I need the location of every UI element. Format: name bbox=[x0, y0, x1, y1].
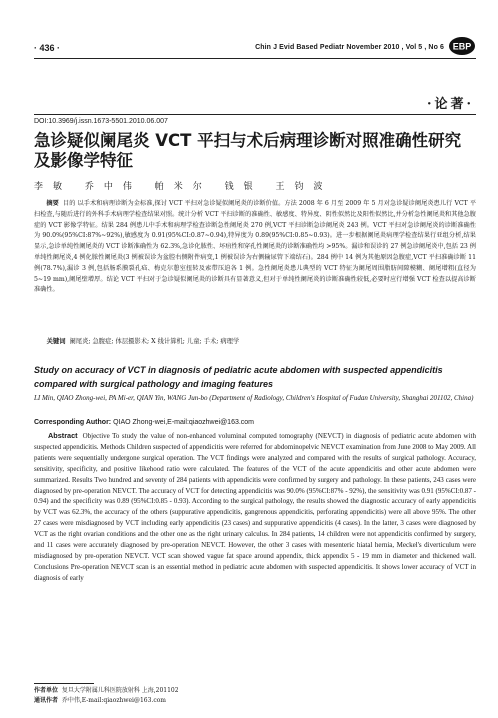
keywords-label: 关键词 bbox=[46, 338, 66, 345]
footnote-rule bbox=[34, 683, 94, 684]
running-header bbox=[34, 43, 476, 57]
doi: DOI:10.3969/j.issn.1673-5501.2010.06.007 bbox=[34, 118, 168, 125]
corresponding-body: QIAO Zhong-wei,E-mail:qiaozhwei@163.com bbox=[113, 419, 255, 426]
author-label: 通讯作者 bbox=[34, 697, 59, 704]
chinese-authors: 李敏 乔中伟 帕米尔 钱银 王钧波 bbox=[34, 182, 333, 192]
footnote-unit bbox=[34, 686, 179, 695]
svg-text:EBP: EBP bbox=[452, 41, 472, 52]
chinese-title: 急诊疑似阑尾炎 VCT 平扫与术后病理诊断对照准确性研究及影像学特征 bbox=[34, 131, 462, 170]
section-label: ·论著· bbox=[426, 97, 474, 112]
english-title: Study on accuracy of VCT in diagnosis of pediatric acute abdomen with suspected appendicitis compared with surgical pathology and imaging features bbox=[34, 365, 443, 389]
english-abstract bbox=[34, 431, 476, 584]
unit-text: 复旦大学附属儿科医院放射科 上海,201102 bbox=[61, 687, 179, 694]
english-abstract-label: Abstract bbox=[48, 431, 78, 440]
chinese-abstract bbox=[34, 199, 476, 296]
page-number: · 436 · bbox=[34, 43, 61, 53]
author-text: 乔中伟,E-mail:qiaozhwei@163.com bbox=[61, 697, 166, 704]
chinese-keywords bbox=[34, 337, 476, 347]
english-authors: LI Min, QIAO Zhong-wei, PA Mi-er, QIAN Yin, WANG Jun-bo (Department of Radiology, Children's Hospital of Fudan University, Shanghai 201102, China) bbox=[34, 394, 474, 402]
section-rule bbox=[34, 114, 476, 115]
abstract-label: 摘要 bbox=[46, 200, 59, 207]
english-abstract-body: Objective To study the value of non-enhanced voluminal computed tomography (NEVCT) in diagnosis of pediatric acute abdomen with suspected appendicitis. Methods Children suspected of appendicitis were referred for abdominopelvic NEVCT examination from June 2008 to May 2009. All patients were sequentially undergone surgical operation. The VCT findings were analyzed and compared with the results of surgical pathology. Accuracy, sensitivity, specificity, and positive likehood ratio were calculated. The features of the VCT of the acute appendicitis and other acute abdomen were summarized. Results Two hundred and seventy of 284 patients with appendicitis were confirmed by surgery and pathology. In these patients, 243 cases were diagnosed by pre-operation NEVCT. The accuracy of VCT for detecting appendicitis was 90.0% (95%CI:87% - 92%), the sensitivity was 0.91 (95%CI:0.87 - 0.94) and the specificity was 0.89 (95%CI:0.85 - 0.93). According to the surgical pathology, the results showed the diagnostic accuracy of early appendicitis by VCT was 62.3%, the accuracy of the others (suppurative appendicitis, gangrenous appendicitis, perforating appendicitis) were all above 95%. The other 27 cases were misdiagnosed by VCT including early appendicitis (23 cases) and suppurative appendicitis (4 cases). In the latter, 3 cases were diagnosed by VCT as the right ovarian conditions and the other one as the right urinary calculus. In 284 patients, 14 children were not appendicitis confirmed by surgery, and 11 cases were accurately diagnosed by pre-operation NEVCT. However, the other 3 cases with mesenteric hiatal hernia, Meckel's diverticulum were misdiagnosed by pre-operation NEVCT. VCT scan showed vague fat space around appendix, thick appendix 5 - 19 mm in diameter and thickened wall. Conclusions Pre-operation NEVCT scan is an essential method in pediatric acute abdomen with suspected appendicitis. It shows lower accuracy of VCT in diagnosis of early bbox=[34, 432, 476, 582]
keywords-body: 阑尾炎; 急腹症; 体层摄影术; X 线计算机; 儿童; 手术; 病理学 bbox=[69, 338, 240, 345]
ebp-journal-logo-icon bbox=[448, 36, 476, 56]
abstract-body: 目的 以手术和病理诊断为金标准,探讨 VCT 平扫对急诊疑似阑尾炎的诊断价值。方法 2008 年 6 月至 2009 年 5 月对急诊疑诊阑尾炎患儿行 VCT 平扫检查,与随后进行的外科手术病理学检查结果对照。统计分析 VCT 平扫诊断的准确性、敏感度、特异度、阴性似然比及阳性似然比,并分析急性阑尾炎和其他急腹症的 VCT 影像学特征。结果 284 例患儿中手术和病理学检查诊断急性阑尾炎 270 例,VCT 平扫诊断急诊阑尾炎 243 例。VCT 平扫对急诊阑尾炎的诊断准确性为 90.0%(95%CI:87%~92%),敏感度为 0.91(95%CI:0.87~0.94),特异度为 0.89(95%CI:0.85~0.93)。进一步根据阑尾炎病理学检查结果行亚组分析,结果显示,急诊单纯性阑尾炎的 VCT 诊断准确性为 62.3%,急诊化脓性、坏疽性和穿孔性阑尾炎的诊断准确性均 >95%。漏诊和误诊的 27 例急诊阑尾炎中,包括 23 例单纯性阑尾炎,4 例化脓性阑尾炎(3 例被误诊为盆腔右侧附件病变,1 例被误诊为右侧输尿管下端结石)。284 例中 14 例为其他原因急腹症,VCT 平扫准确诊断 11 例(78.7%),漏诊 3 例,包括肠系膜裂孔疝、梅克尔憩室扭转及索带压迫各 1 例。急性阑尾炎患儿典型的 VCT 特征为阑尾周围脂肪间隙模糊、阑尾增粗(直径为 5~19 mm),阑尾壁增厚。结论 VCT 平扫对于急诊疑似阑尾炎的诊断具有显著意义,但对于单纯性阑尾炎的诊断准确性较低,必要时应行增强 VCT 检查以提高诊断准确性。 bbox=[34, 200, 477, 294]
journal-citation: Chin J Evid Based Pediatr November 2010 , Vol 5 , No 6 bbox=[255, 44, 444, 51]
unit-label: 作者单位 bbox=[34, 687, 59, 694]
corresponding-label: Corresponding Author: bbox=[34, 419, 112, 426]
corresponding-author bbox=[34, 419, 254, 426]
footnote-author bbox=[34, 696, 166, 705]
header-rule bbox=[34, 58, 476, 59]
